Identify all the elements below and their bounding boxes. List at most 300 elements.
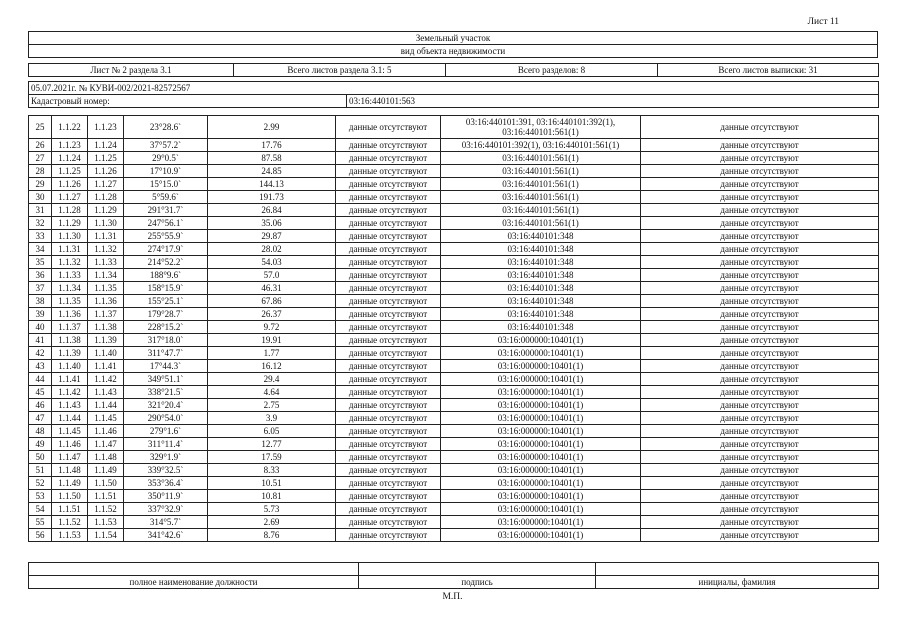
adjacent-cadastral-numbers: 03:16:000000:10401(1) [441,386,641,399]
end-point: 1.1.26 [88,165,124,178]
direction-angle: 321°20.4` [124,399,208,412]
horizontal-distance: 2.75 [208,399,336,412]
end-point: 1.1.35 [88,282,124,295]
horizontal-distance: 6.05 [208,425,336,438]
start-point: 1.1.29 [52,217,88,230]
boundary-description: данные отсутствуют [336,334,441,347]
horizontal-distance: 26.84 [208,204,336,217]
direction-angle: 353°36.4` [124,477,208,490]
adjacent-cadastral-numbers: 03:16:000000:10401(1) [441,451,641,464]
adjacent-cadastral-numbers: 03:16:440101:348 [441,295,641,308]
table-row [29,243,879,256]
adjacent-cadastral-numbers: 03:16:440101:561(1) [441,165,641,178]
row-number: 50 [29,451,52,464]
name-field [596,563,879,576]
table-row [29,191,879,204]
direction-angle: 23°28.6` [124,116,208,139]
boundary-description: данные отсутствуют [336,464,441,477]
start-point: 1.1.37 [52,321,88,334]
row-number: 53 [29,490,52,503]
start-point: 1.1.41 [52,373,88,386]
horizontal-distance: 46.31 [208,282,336,295]
horizontal-distance: 17.76 [208,139,336,152]
adjacent-cadastral-numbers: 03:16:000000:10401(1) [441,464,641,477]
boundary-description: данные отсутствуют [336,412,441,425]
end-point: 1.1.49 [88,464,124,477]
horizontal-distance: 144.13 [208,178,336,191]
adjacent-owners: данные отсутствуют [641,139,879,152]
end-point: 1.1.25 [88,152,124,165]
row-number: 39 [29,308,52,321]
table-row [29,204,879,217]
adjacent-owners: данные отсутствуют [641,360,879,373]
adjacent-cadastral-numbers: 03:16:000000:10401(1) [441,503,641,516]
end-point: 1.1.30 [88,217,124,230]
start-point: 1.1.50 [52,490,88,503]
boundary-description: данные отсутствуют [336,256,441,269]
end-point: 1.1.48 [88,451,124,464]
adjacent-owners: данные отсутствуют [641,399,879,412]
start-point: 1.1.43 [52,399,88,412]
table-row [29,373,879,386]
start-point: 1.1.28 [52,204,88,217]
boundary-description: данные отсутствуют [336,438,441,451]
row-number: 35 [29,256,52,269]
signature-block [28,562,879,589]
adjacent-owners: данные отсутствуют [641,425,879,438]
direction-angle: 29°0.5` [124,152,208,165]
row-number: 42 [29,347,52,360]
adjacent-cadastral-numbers: 03:16:000000:10401(1) [441,360,641,373]
boundary-description: данные отсутствуют [336,490,441,503]
start-point: 1.1.31 [52,243,88,256]
table-row [29,360,879,373]
adjacent-owners: данные отсутствуют [641,321,879,334]
horizontal-distance: 10.81 [208,490,336,503]
row-number: 33 [29,230,52,243]
row-number: 45 [29,386,52,399]
object-subtitle: вид объекта недвижимости [29,45,878,58]
table-row [29,308,879,321]
adjacent-owners: данные отсутствуют [641,308,879,321]
direction-angle: 314°5.7` [124,516,208,529]
adjacent-owners: данные отсутствуют [641,256,879,269]
section-sheet: Лист № 2 раздела 3.1 [29,64,234,77]
end-point: 1.1.38 [88,321,124,334]
adjacent-owners: данные отсутствуют [641,373,879,386]
end-point: 1.1.28 [88,191,124,204]
boundary-description: данные отсутствуют [336,529,441,542]
start-point: 1.1.32 [52,256,88,269]
direction-angle: 179°28.7` [124,308,208,321]
boundary-description: данные отсутствуют [336,347,441,360]
direction-angle: 17°44.3` [124,360,208,373]
start-point: 1.1.39 [52,347,88,360]
direction-angle: 214°52.2` [124,256,208,269]
horizontal-distance: 29.87 [208,230,336,243]
sheet-number: Лист 11 [807,17,839,27]
row-number: 31 [29,204,52,217]
end-point: 1.1.29 [88,204,124,217]
horizontal-distance: 24.85 [208,165,336,178]
horizontal-distance: 54.03 [208,256,336,269]
horizontal-distance: 57.0 [208,269,336,282]
adjacent-owners: данные отсутствуют [641,347,879,360]
section-total-sheets: Всего листов раздела 3.1: 5 [234,64,446,77]
boundary-description: данные отсутствуют [336,178,441,191]
table-row [29,282,879,295]
end-point: 1.1.41 [88,360,124,373]
row-number: 30 [29,191,52,204]
adjacent-cadastral-numbers: 03:16:440101:348 [441,256,641,269]
table-row [29,321,879,334]
adjacent-owners: данные отсутствуют [641,464,879,477]
row-number: 56 [29,529,52,542]
row-number: 41 [29,334,52,347]
adjacent-cadastral-numbers: 03:16:440101:561(1) [441,217,641,230]
adjacent-owners: данные отсутствуют [641,503,879,516]
row-number: 40 [29,321,52,334]
direction-angle: 290°54.0` [124,412,208,425]
start-point: 1.1.45 [52,425,88,438]
table-row [29,295,879,308]
horizontal-distance: 10.51 [208,477,336,490]
total-sections: Всего разделов: 8 [446,64,658,77]
boundary-description: данные отсутствуют [336,191,441,204]
row-number: 44 [29,373,52,386]
end-point: 1.1.42 [88,373,124,386]
boundary-description: данные отсутствуют [336,360,441,373]
position-label: полное наименование должности [29,576,359,589]
table-row [29,386,879,399]
end-point: 1.1.53 [88,516,124,529]
direction-angle: 279°1.6` [124,425,208,438]
end-point: 1.1.32 [88,243,124,256]
table-row [29,529,879,542]
end-point: 1.1.46 [88,425,124,438]
boundary-description: данные отсутствуют [336,269,441,282]
start-point: 1.1.24 [52,152,88,165]
boundary-description: данные отсутствуют [336,152,441,165]
direction-angle: 350°11.9` [124,490,208,503]
table-row [29,152,879,165]
adjacent-cadastral-numbers: 03:16:440101:348 [441,243,641,256]
cadastral-number-value: 03:16:440101:563 [347,95,879,108]
adjacent-cadastral-numbers: 03:16:000000:10401(1) [441,373,641,386]
table-row [29,165,879,178]
boundary-description: данные отсутствуют [336,321,441,334]
adjacent-cadastral-numbers: 03:16:000000:10401(1) [441,334,641,347]
direction-angle: 158°15.9` [124,282,208,295]
section-info [28,63,879,77]
table-row [29,347,879,360]
extract-meta [28,81,879,108]
adjacent-cadastral-numbers: 03:16:000000:10401(1) [441,412,641,425]
horizontal-distance: 1.77 [208,347,336,360]
adjacent-owners: данные отсутствуют [641,412,879,425]
horizontal-distance: 87.58 [208,152,336,165]
table-row [29,269,879,282]
start-point: 1.1.26 [52,178,88,191]
adjacent-owners: данные отсутствуют [641,529,879,542]
boundary-description: данные отсутствуют [336,243,441,256]
adjacent-owners: данные отсутствуют [641,477,879,490]
table-row [29,399,879,412]
row-number: 29 [29,178,52,191]
start-point: 1.1.35 [52,295,88,308]
row-number: 36 [29,269,52,282]
adjacent-cadastral-numbers: 03:16:440101:348 [441,308,641,321]
horizontal-distance: 28.02 [208,243,336,256]
table-row [29,334,879,347]
adjacent-cadastral-numbers: 03:16:000000:10401(1) [441,438,641,451]
direction-angle: 339°32.5` [124,464,208,477]
table-row [29,490,879,503]
row-number: 26 [29,139,52,152]
table-row [29,516,879,529]
table-row [29,425,879,438]
table-row [29,464,879,477]
horizontal-distance: 67.86 [208,295,336,308]
direction-angle: 311°47.7` [124,347,208,360]
table-row [29,178,879,191]
adjacent-owners: данные отсутствуют [641,386,879,399]
direction-angle: 17°10.9` [124,165,208,178]
row-number: 54 [29,503,52,516]
start-point: 1.1.25 [52,165,88,178]
adjacent-owners: данные отсутствуют [641,334,879,347]
horizontal-distance: 12.77 [208,438,336,451]
start-point: 1.1.22 [52,116,88,139]
horizontal-distance: 3.9 [208,412,336,425]
name-label: инициалы, фамилия [596,576,879,589]
direction-angle: 317°18.0` [124,334,208,347]
end-point: 1.1.27 [88,178,124,191]
adjacent-cadastral-numbers: 03:16:440101:561(1) [441,178,641,191]
end-point: 1.1.50 [88,477,124,490]
adjacent-owners: данные отсутствуют [641,295,879,308]
end-point: 1.1.34 [88,269,124,282]
end-point: 1.1.33 [88,256,124,269]
adjacent-owners: данные отсутствуют [641,178,879,191]
table-row [29,412,879,425]
end-point: 1.1.54 [88,529,124,542]
end-point: 1.1.43 [88,386,124,399]
adjacent-owners: данные отсутствуют [641,204,879,217]
end-point: 1.1.51 [88,490,124,503]
row-number: 38 [29,295,52,308]
signature-label: подпись [359,576,596,589]
adjacent-cadastral-numbers: 03:16:440101:348 [441,321,641,334]
adjacent-cadastral-numbers: 03:16:440101:391, 03:16:440101:392(1), 03:16:440101:561(1) [441,116,641,139]
stamp-label: М.П. [442,592,463,602]
direction-angle: 247°56.1` [124,217,208,230]
row-number: 34 [29,243,52,256]
end-point: 1.1.37 [88,308,124,321]
adjacent-cadastral-numbers: 03:16:000000:10401(1) [441,399,641,412]
direction-angle: 274°17.9` [124,243,208,256]
boundary-description: данные отсутствуют [336,477,441,490]
table-row [29,438,879,451]
boundary-description: данные отсутствуют [336,139,441,152]
boundary-description: данные отсутствуют [336,165,441,178]
direction-angle: 15°15.0` [124,178,208,191]
horizontal-distance: 5.73 [208,503,336,516]
end-point: 1.1.45 [88,412,124,425]
direction-angle: 255°55.9` [124,230,208,243]
boundary-description: данные отсутствуют [336,399,441,412]
adjacent-cadastral-numbers: 03:16:000000:10401(1) [441,347,641,360]
direction-angle: 188°9.6` [124,269,208,282]
adjacent-cadastral-numbers: 03:16:000000:10401(1) [441,425,641,438]
table-row [29,451,879,464]
boundary-description: данные отсутствуют [336,516,441,529]
end-point: 1.1.23 [88,116,124,139]
end-point: 1.1.47 [88,438,124,451]
direction-angle: 291°31.7` [124,204,208,217]
table-row [29,217,879,230]
start-point: 1.1.40 [52,360,88,373]
adjacent-cadastral-numbers: 03:16:000000:10401(1) [441,516,641,529]
boundary-description: данные отсутствуют [336,116,441,139]
adjacent-owners: данные отсутствуют [641,269,879,282]
start-point: 1.1.27 [52,191,88,204]
adjacent-cadastral-numbers: 03:16:440101:561(1) [441,191,641,204]
end-point: 1.1.24 [88,139,124,152]
row-number: 47 [29,412,52,425]
row-number: 32 [29,217,52,230]
horizontal-distance: 26.37 [208,308,336,321]
direction-angle: 341°42.6` [124,529,208,542]
start-point: 1.1.49 [52,477,88,490]
horizontal-distance: 19.91 [208,334,336,347]
position-field [29,563,359,576]
row-number: 49 [29,438,52,451]
adjacent-cadastral-numbers: 03:16:000000:10401(1) [441,477,641,490]
total-extract-sheets: Всего листов выписки: 31 [658,64,879,77]
boundary-description: данные отсутствуют [336,373,441,386]
direction-angle: 37°57.2` [124,139,208,152]
signature-field [359,563,596,576]
adjacent-owners: данные отсутствуют [641,451,879,464]
row-number: 48 [29,425,52,438]
horizontal-distance: 2.99 [208,116,336,139]
table-row [29,256,879,269]
horizontal-distance: 191.73 [208,191,336,204]
adjacent-owners: данные отсутствуют [641,191,879,204]
row-number: 51 [29,464,52,477]
start-point: 1.1.23 [52,139,88,152]
adjacent-cadastral-numbers: 03:16:000000:10401(1) [441,490,641,503]
end-point: 1.1.52 [88,503,124,516]
start-point: 1.1.53 [52,529,88,542]
start-point: 1.1.51 [52,503,88,516]
table-row [29,477,879,490]
direction-angle: 311°11.4` [124,438,208,451]
boundary-description: данные отсутствуют [336,217,441,230]
adjacent-owners: данные отсутствуют [641,152,879,165]
adjacent-owners: данные отсутствуют [641,438,879,451]
adjacent-owners: данные отсутствуют [641,490,879,503]
boundary-description: данные отсутствуют [336,451,441,464]
boundary-description: данные отсутствуют [336,230,441,243]
direction-angle: 349°51.1` [124,373,208,386]
adjacent-cadastral-numbers: 03:16:440101:348 [441,282,641,295]
start-point: 1.1.42 [52,386,88,399]
row-number: 25 [29,116,52,139]
start-point: 1.1.38 [52,334,88,347]
adjacent-owners: данные отсутствуют [641,230,879,243]
boundary-parts-table [28,115,879,542]
extract-date-number: 05.07.2021г. № КУВИ-002/2021-82572567 [29,82,879,95]
adjacent-cadastral-numbers: 03:16:440101:392(1), 03:16:440101:561(1) [441,139,641,152]
adjacent-cadastral-numbers: 03:16:440101:348 [441,230,641,243]
row-number: 55 [29,516,52,529]
horizontal-distance: 17.59 [208,451,336,464]
start-point: 1.1.44 [52,412,88,425]
row-number: 46 [29,399,52,412]
start-point: 1.1.36 [52,308,88,321]
boundary-description: данные отсутствуют [336,386,441,399]
start-point: 1.1.30 [52,230,88,243]
direction-angle: 228°15.2` [124,321,208,334]
object-header [28,31,878,58]
direction-angle: 155°25.1` [124,295,208,308]
adjacent-owners: данные отсутствуют [641,165,879,178]
horizontal-distance: 29.4 [208,373,336,386]
end-point: 1.1.39 [88,334,124,347]
adjacent-owners: данные отсутствуют [641,516,879,529]
horizontal-distance: 8.76 [208,529,336,542]
adjacent-cadastral-numbers: 03:16:440101:348 [441,269,641,282]
row-number: 43 [29,360,52,373]
direction-angle: 5°59.6` [124,191,208,204]
start-point: 1.1.47 [52,451,88,464]
adjacent-owners: данные отсутствуют [641,282,879,295]
row-number: 27 [29,152,52,165]
start-point: 1.1.52 [52,516,88,529]
table-row [29,503,879,516]
boundary-description: данные отсутствуют [336,204,441,217]
adjacent-cadastral-numbers: 03:16:000000:10401(1) [441,529,641,542]
end-point: 1.1.44 [88,399,124,412]
direction-angle: 338°21.5` [124,386,208,399]
adjacent-owners: данные отсутствуют [641,217,879,230]
horizontal-distance: 9.72 [208,321,336,334]
adjacent-cadastral-numbers: 03:16:440101:561(1) [441,152,641,165]
boundary-description: данные отсутствуют [336,295,441,308]
object-title: Земельный участок [29,32,878,45]
direction-angle: 329°1.9` [124,451,208,464]
end-point: 1.1.40 [88,347,124,360]
table-row [29,116,879,139]
start-point: 1.1.46 [52,438,88,451]
horizontal-distance: 4.64 [208,386,336,399]
boundary-description: данные отсутствуют [336,308,441,321]
table-row [29,230,879,243]
start-point: 1.1.33 [52,269,88,282]
horizontal-distance: 16.12 [208,360,336,373]
horizontal-distance: 8.33 [208,464,336,477]
adjacent-owners: данные отсутствуют [641,243,879,256]
adjacent-cadastral-numbers: 03:16:440101:561(1) [441,204,641,217]
boundary-description: данные отсутствуют [336,425,441,438]
boundary-description: данные отсутствуют [336,503,441,516]
horizontal-distance: 35.06 [208,217,336,230]
end-point: 1.1.36 [88,295,124,308]
end-point: 1.1.31 [88,230,124,243]
table-row [29,139,879,152]
